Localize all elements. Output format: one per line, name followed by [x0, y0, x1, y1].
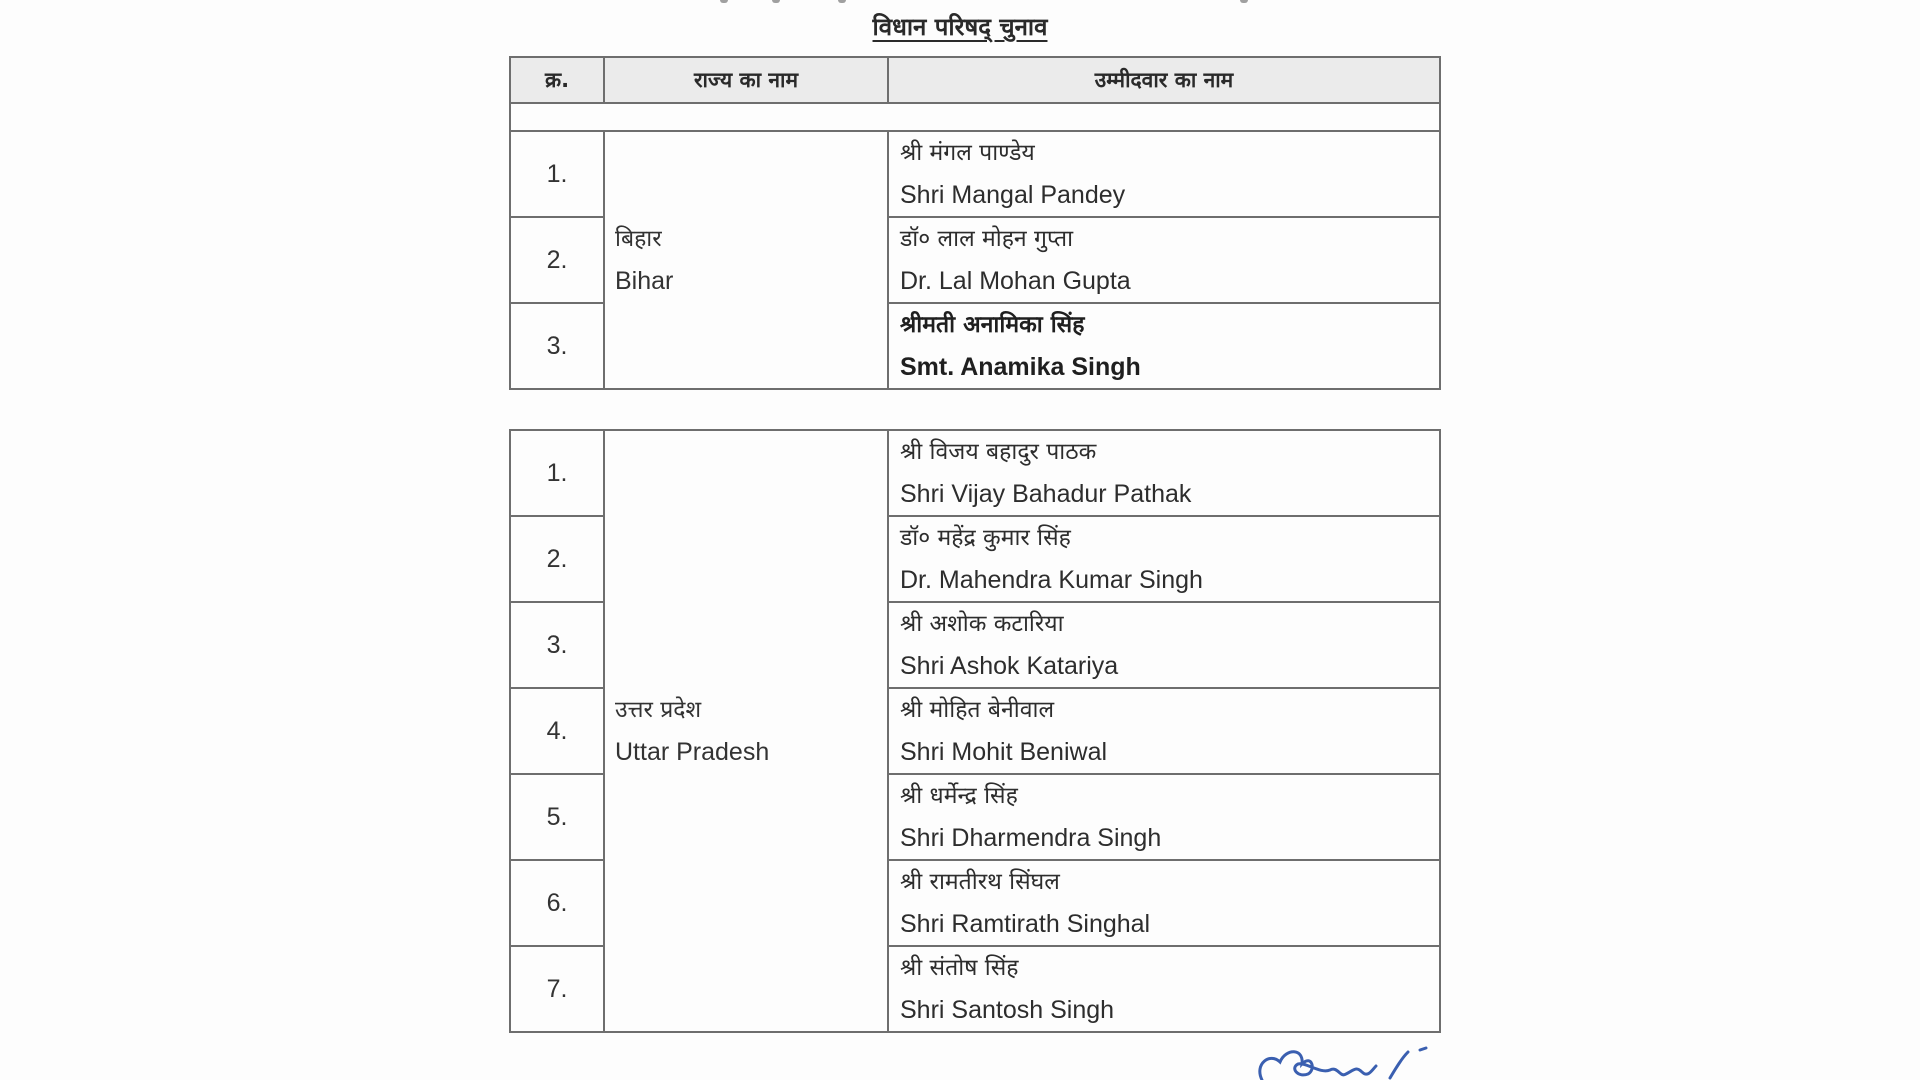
candidate-name-english: Shri Vijay Bahadur Pathak — [900, 480, 1192, 508]
candidate-cell — [888, 602, 1440, 688]
candidate-table-uttar-pradesh — [509, 429, 1441, 1033]
candidate-name-hindi: श्री मोहित बेनीवाल — [900, 697, 1055, 723]
candidate-name-english: Shri Mohit Beniwal — [900, 738, 1108, 766]
candidate-name-english: Dr. Lal Mohan Gupta — [900, 267, 1131, 295]
state-cell — [604, 131, 888, 389]
state-name-english: Uttar Pradesh — [615, 738, 770, 766]
candidate-cell — [888, 946, 1440, 1032]
state-name-english: Bihar — [615, 267, 674, 295]
serial-number: 2. — [510, 516, 604, 602]
candidate-name-english: Shri Ashok Katariya — [900, 652, 1119, 680]
candidate-name-hindi: श्री संतोष सिंह — [900, 955, 1019, 981]
serial-number: 3. — [510, 602, 604, 688]
state-name-hindi: बिहार — [615, 226, 662, 252]
candidate-cell — [888, 516, 1440, 602]
signature-icon — [1250, 1044, 1440, 1080]
candidate-name-hindi: श्री रामतीरथ सिंघल — [900, 869, 1060, 895]
candidate-cell — [888, 303, 1440, 389]
candidate-name-hindi: श्री धर्मेन्द्र सिंह — [900, 783, 1018, 809]
cut-off-heading-fragment — [700, 0, 1260, 6]
header-serial: क्र. — [510, 57, 604, 103]
candidate-name-hindi: श्रीमती अनामिका सिंह — [900, 312, 1085, 338]
candidate-cell — [888, 217, 1440, 303]
official-stamp-icon — [520, 1070, 610, 1080]
header-state: राज्य का नाम — [604, 57, 888, 103]
candidate-cell — [888, 774, 1440, 860]
candidate-name-hindi: श्री विजय बहादुर पाठक — [900, 439, 1097, 465]
candidate-cell — [888, 430, 1440, 516]
table-header-row — [510, 57, 1440, 103]
candidate-cell — [888, 688, 1440, 774]
table-row — [510, 430, 1440, 516]
candidate-name-english: Dr. Mahendra Kumar Singh — [900, 566, 1203, 594]
candidate-name-english: Shri Mangal Pandey — [900, 181, 1126, 209]
serial-number: 1. — [510, 430, 604, 516]
spacer-row — [510, 103, 1440, 131]
state-name-hindi: उत्तर प्रदेश — [615, 697, 702, 723]
candidate-name-hindi: श्री मंगल पाण्डेय — [900, 140, 1035, 166]
candidate-cell — [888, 131, 1440, 217]
serial-number: 6. — [510, 860, 604, 946]
candidate-name-english: Smt. Anamika Singh — [900, 353, 1141, 381]
header-candidate: उम्मीदवार का नाम — [888, 57, 1440, 103]
serial-number: 3. — [510, 303, 604, 389]
candidate-table-bihar — [509, 56, 1441, 390]
candidate-name-hindi: डॉ० लाल मोहन गुप्ता — [900, 226, 1074, 252]
document-title — [0, 10, 1920, 43]
serial-number: 4. — [510, 688, 604, 774]
candidate-name-english: Shri Dharmendra Singh — [900, 824, 1162, 852]
table-row — [510, 131, 1440, 217]
serial-number: 5. — [510, 774, 604, 860]
serial-number: 2. — [510, 217, 604, 303]
candidate-name-english: Shri Ramtirath Singhal — [900, 910, 1151, 938]
document-title-text: विधान परिषद् चुनाव — [872, 13, 1048, 41]
serial-number: 1. — [510, 131, 604, 217]
candidate-cell — [888, 860, 1440, 946]
serial-number: 7. — [510, 946, 604, 1032]
candidate-name-hindi: श्री अशोक कटारिया — [900, 611, 1064, 637]
candidate-name-hindi: डॉ० महेंद्र कुमार सिंह — [900, 525, 1071, 551]
state-cell — [604, 430, 888, 1032]
candidate-name-english: Shri Santosh Singh — [900, 996, 1115, 1024]
